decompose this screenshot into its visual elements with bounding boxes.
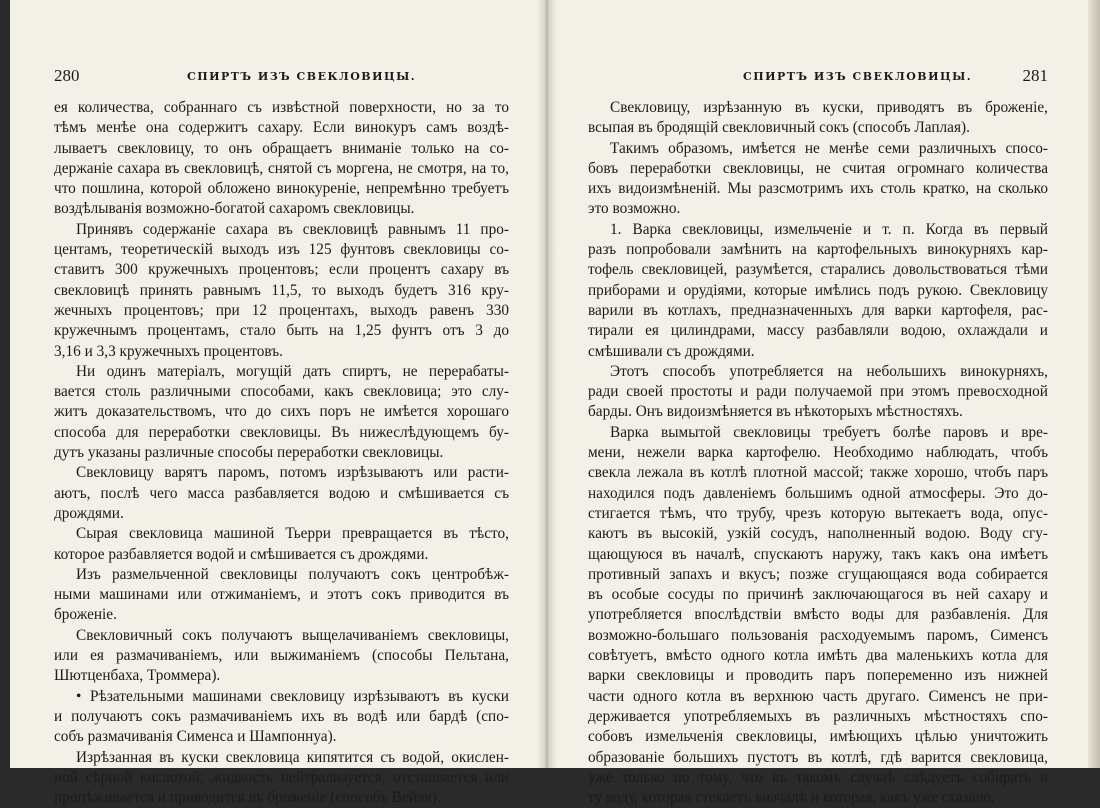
text-line: ставитъ 300 кружечныхъ процентовъ; если процентъ сахару въ [54, 261, 509, 279]
text-line: противный запахъ и вкусъ; позже сгущающаяся вода собирается [588, 565, 1048, 583]
text-line: въ особые сосуды по причинѣ заключающагося въ ней сахару и [588, 586, 1048, 604]
text-line: это возможно. [588, 200, 681, 218]
text-line: Принявъ содержаніе сахара въ свекловицѣ равнымъ 11 про- [76, 220, 509, 238]
text-line: свекловицѣ принять равнымъ 11,5, то выходъ будетъ 316 кру- [54, 281, 509, 299]
text-line: щающуюся въ началѣ, спускаютъ наружу, такъ какъ она имѣетъ [588, 545, 1048, 563]
text-line: Изъ размельченной свекловицы получаютъ сокъ центробѣж- [76, 565, 509, 583]
right-page [588, 0, 1048, 807]
left-page [54, 0, 509, 807]
text-line: держивается употребляемыхъ въ различныхъ мѣстностяхъ спо- [588, 707, 1048, 725]
text-line: собовъ измельченія свекловицы, имѣющихъ цѣлью уничтожить [588, 728, 1048, 746]
left-page-text [54, 98, 509, 808]
text-line: Изрѣзанная въ куски свекловица кипятится съ водой, окислен- [76, 748, 509, 766]
book-gutter [537, 0, 557, 768]
text-line: барды. Онъ видоизмѣняется въ нѣкоторыхъ мѣстностяхъ. [588, 403, 963, 421]
left-page-number: 280 [54, 66, 80, 85]
text-line: Свекловицу варятъ паромъ, потомъ изрѣзываютъ или расти- [76, 464, 509, 482]
text-line: образованіе большихъ пустотъ въ котлѣ, гдѣ варится свекловица, [588, 748, 1048, 766]
text-line: дутъ указаны различные способы переработки свекловицы. [54, 444, 444, 462]
text-line: ными машинами или отжиманіемъ, и этотъ сокъ приводится въ [54, 586, 509, 604]
text-line: броженіе. [54, 606, 117, 624]
text-line: Свекловицу, изрѣзанную въ куски, приводятъ въ броженіе, [610, 99, 1048, 116]
text-line: находился подъ давленіемъ большимъ одной атмосферы. Это до- [588, 484, 1048, 502]
page-edge [1088, 0, 1100, 768]
text-line: воздѣлыванія возможно-богатой сахаромъ свекловицы. [54, 200, 415, 218]
text-line: Шютценбаха, Троммера). [54, 667, 221, 685]
text-line: процѣживается и приводится въ броженіе (способъ Вейля). [54, 789, 441, 807]
text-line: стигается тѣмъ, что трубу, чрезъ которую вытекаетъ вода, опус- [588, 504, 1048, 522]
text-line: совѣтуетъ, вмѣсто одного котла имѣть два маленькихъ котла для [588, 647, 1048, 665]
text-line: Этотъ способъ употребляется на небольшихъ винокурняхъ, [610, 362, 1048, 380]
text-line: • Рѣзательными машинами свекловицу изрѣзываютъ въ куски [76, 687, 509, 705]
text-line: уже только по тому, что въ такомъ случаѣ слѣдуетъ собирать и [588, 768, 1048, 786]
text-line: приборами и орудіями, которые имѣлись подъ рукою. Свекловицу [588, 281, 1048, 299]
left-running-head: СПИРТЪ ИЗЪ СВЕКЛОВИЦЫ. [187, 70, 417, 83]
text-line: ихъ видоизмѣненій. Мы разсмотримъ ихъ столь кратко, на сколько [588, 180, 1048, 198]
text-line: центамъ, теоретическій выходъ изъ 125 фунтовъ свекловицы со- [54, 241, 509, 259]
text-line: смѣшивали съ дрождями. [588, 342, 755, 360]
text-line: варки свекловицы и проводить паръ попеременно изъ нижней [588, 667, 1048, 685]
text-line: каютъ въ высокій, узкій сосудъ, наполненный водою. Воду сгу- [588, 525, 1048, 543]
text-line: житъ доказательствомъ, что до сихъ поръ не имѣется хорошаго [54, 403, 509, 421]
text-line: или ея размачиваніемъ, или выжиманіемъ (способы Пельтана, [54, 647, 509, 665]
text-line: всыпая въ бродящій свекловичный сокъ (способъ Лаплая). [588, 119, 970, 137]
text-line: свекла лежала въ котлѣ плотной массой; также хорошо, чтобъ паръ [588, 464, 1048, 482]
text-line: способа для переработки свекловицы. Въ нижеслѣдующемъ бу- [54, 423, 509, 441]
text-line: держаніе сахара въ свекловицѣ, снятой съ моргена, не смотря, на то, [54, 159, 509, 177]
text-line: аютъ, послѣ чего масса разбавляется водою и смѣшивается съ [54, 484, 509, 502]
text-line: Сырая свекловица машиной Тьерри превращается въ тѣсто, [76, 525, 509, 543]
book-spread [10, 0, 1092, 807]
text-line: возможно-большаго пользованія расходуемымъ паромъ, Сименсъ [588, 626, 1048, 644]
right-page-text [588, 98, 1048, 808]
text-line: Варка вымытой свекловицы требуетъ болѣе паровъ и вре- [610, 423, 1048, 441]
text-line: Свекловичный сокъ получаютъ выщелачиваніемъ свекловицы, [76, 626, 509, 644]
text-line: 3,16 и 3,3 кружечныхъ процентовъ. [54, 342, 283, 360]
text-line: что пошлина, которой обложено винокуреніе, непремѣнно требуетъ [54, 180, 509, 198]
text-line: варили въ котлахъ, предназначенныхъ для варки картофеля, рас- [588, 301, 1048, 319]
text-line: ту воду, которая стекаетъ вначалѣ и которая, какъ уже сказано, [588, 789, 996, 807]
text-line: лываетъ свекловицу, то онъ обращаетъ вниманіе только на со- [54, 139, 509, 157]
text-line: вается столь различными способами, какъ свекловица; это слу- [54, 383, 509, 401]
right-page-number: 281 [1022, 66, 1048, 85]
text-line: ной сѣрной кислотой; жидкость нейтрализуется, отстаивается или [54, 768, 509, 786]
text-line: дрождями. [54, 504, 124, 522]
text-line: ради своей простоты и ради получаемой при этомъ превосходной [588, 383, 1048, 401]
text-line: разъ попробовали замѣнить на картофельныхъ винокурняхъ кар- [588, 241, 1048, 259]
text-line: Такимъ образомъ, имѣется не менѣе семи различныхъ спосо- [610, 139, 1048, 157]
left-page-header [54, 66, 509, 90]
text-line: и получаютъ сокъ размачиваніемъ ихъ въ водѣ или бардѣ (спо- [54, 707, 509, 725]
text-line: которое разбавляется водой и смѣшивается съ дрождями. [54, 545, 429, 563]
text-line: бовъ переработки свекловицы, не считая огромнаго количества [588, 159, 1048, 177]
text-line: Ни одинъ матеріалъ, могущій дать спиртъ, не перерабаты- [76, 362, 509, 380]
text-line: употребляется впослѣдствіи вмѣсто воды для разбавленія. Для [588, 606, 1048, 624]
text-line: собъ размачиванія Сименса и Шампоннуа). [54, 728, 337, 746]
text-line: жечныхъ процентовъ; при 12 процентахъ, выходъ равенъ 330 [54, 301, 509, 319]
text-line: ея количества, собраннаго съ извѣстной поверхности, но за то [54, 99, 509, 116]
text-line: мени, нежели варка картофелю. Необходимо наблюдать, чтобъ [588, 444, 1048, 462]
text-line: тѣмъ менѣе она содержитъ сахару. Если винокуръ самъ воздѣ- [54, 119, 509, 137]
text-line: 1. Варка свекловицы, измельченіе и т. п. Когда въ первый [610, 220, 1048, 238]
text-line: части одного котла въ верхнюю часть другаго. Сименсъ не при- [588, 687, 1048, 705]
right-running-head: СПИРТЪ ИЗЪ СВЕКЛОВИЦЫ. [743, 70, 973, 83]
text-line: тофель свекловицей, разумѣется, старались довольствоваться тѣми [588, 261, 1048, 279]
right-page-header [588, 66, 1048, 90]
text-line: кружечнымъ процентамъ, стало быть на 1,25 фунтъ отъ 3 до [54, 322, 509, 340]
text-line: тирали ея цилиндрами, массу разбавляли водою, охлаждали и [588, 322, 1048, 340]
